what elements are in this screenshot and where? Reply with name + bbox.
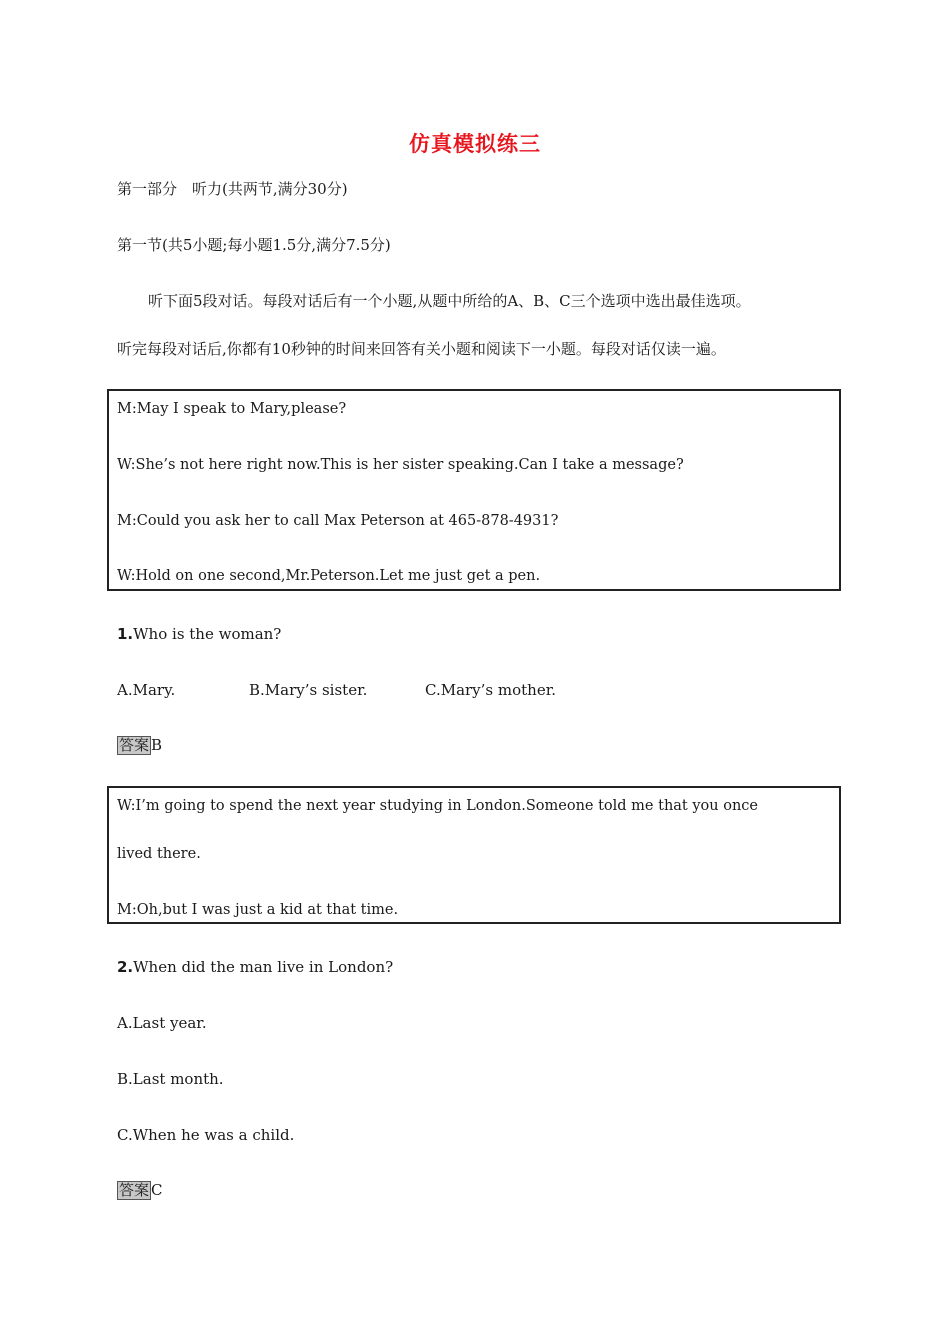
question-2-number: 2.: [117, 958, 134, 976]
dialogue-1-line: W:Hold on one second,Mr.Peterson.Let me just get a pen.: [117, 568, 541, 584]
dialogue-2-line: W:I’m going to spend the next year studying in London.Someone told me that you once: [117, 798, 759, 814]
page-title: 仿真模拟练三: [409, 132, 541, 156]
dialogue-1-line: M:Could you ask her to call Max Peterson at 465-878-4931?: [117, 513, 559, 529]
dialogue-2-box: [107, 786, 841, 924]
answer-value: C: [151, 1181, 163, 1199]
instructions-line-2: 听完每段对话后,你都有10秒钟的时间来回答有关小题和阅读下一小题。每段对话仅读一遍。: [117, 340, 726, 358]
question-1-text: Who is the woman?: [133, 625, 282, 643]
answer-2: [117, 1180, 163, 1200]
question-2: [117, 957, 393, 977]
option-a: A.Mary.: [117, 681, 176, 699]
option-b: B.Mary’s sister.: [249, 681, 368, 699]
dialogue-1-line: M:May I speak to Mary,please?: [117, 401, 347, 417]
question-1-options: [117, 680, 556, 700]
instructions-line-1: 听下面5段对话。每段对话后有一个小题,从题中所给的A、B、C三个选项中选出最佳选项。: [148, 292, 751, 310]
answer-value: B: [151, 736, 163, 754]
option-b: B.Last month.: [117, 1070, 224, 1088]
dialogue-1-line: W:She’s not here right now.This is her sister speaking.Can I take a message?: [117, 457, 684, 473]
dialogue-2-line: M:Oh,but I was just a kid at that time.: [117, 902, 399, 918]
part-heading: 第一部分 听力(共两节,满分30分): [117, 180, 348, 198]
section-heading: 第一节(共5小题;每小题1.5分,满分7.5分): [117, 236, 391, 254]
question-2-text: When did the man live in London?: [133, 958, 394, 976]
option-a: A.Last year.: [117, 1014, 207, 1032]
answer-label: 答案: [119, 736, 150, 754]
option-c: C.When he was a child.: [117, 1126, 295, 1144]
dialogue-2-line: lived there.: [117, 846, 201, 862]
answer-label: 答案: [119, 1181, 150, 1199]
question-1-number: 1.: [117, 625, 134, 643]
option-c: C.Mary’s mother.: [425, 681, 557, 699]
answer-1: [117, 735, 162, 755]
question-1: [117, 624, 281, 644]
dialogue-1-box: [107, 389, 841, 591]
